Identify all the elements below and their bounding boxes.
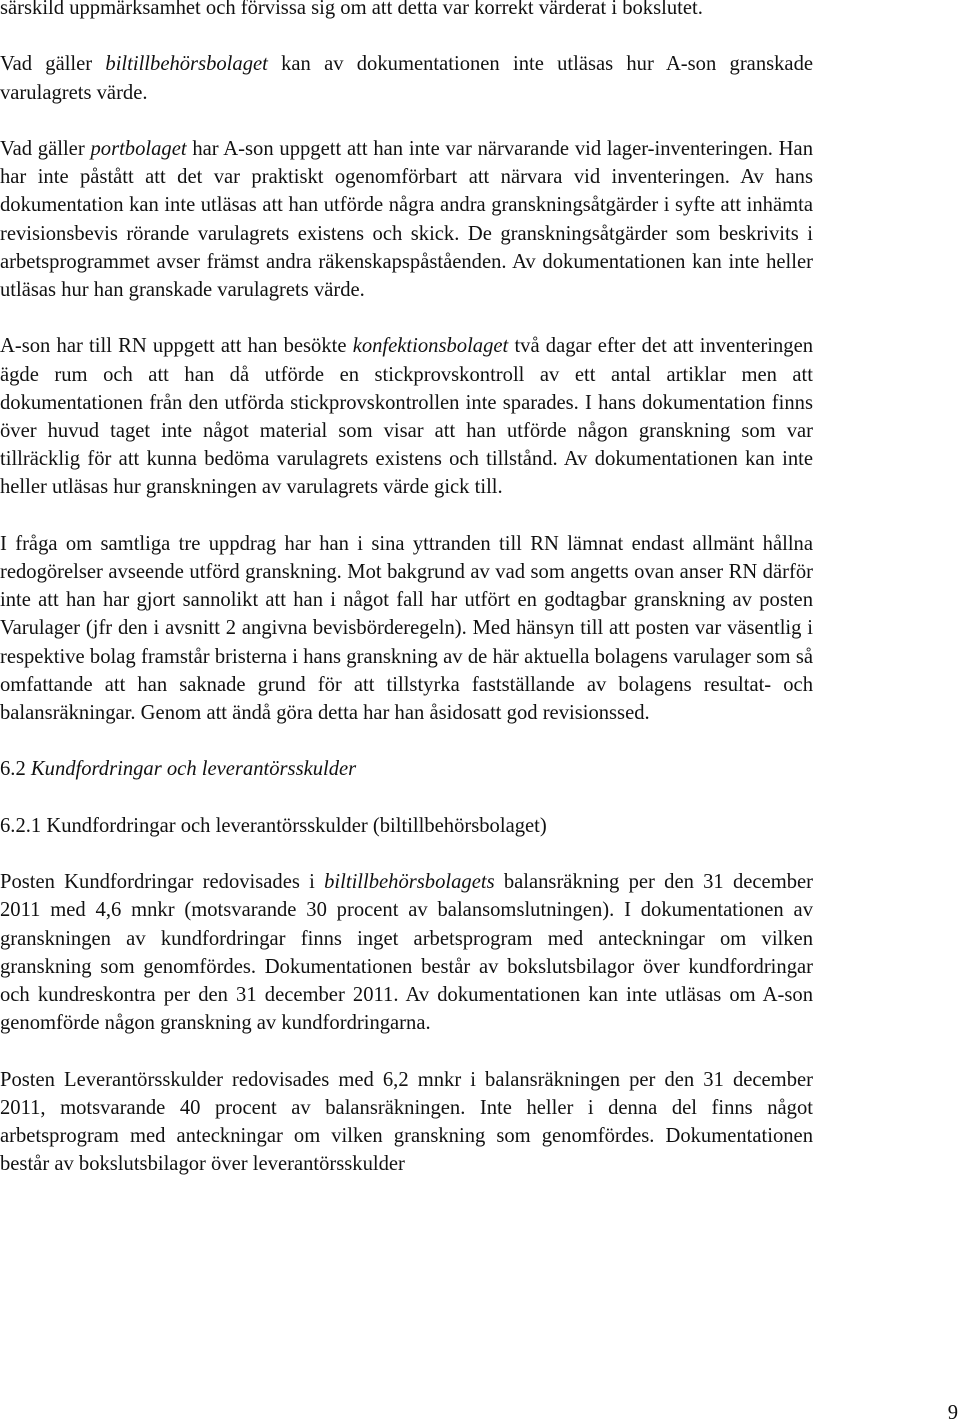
paragraph-text: två dagar efter det att inventeringen ägde rum och att han då utförde en stickprovskontroll av ett antal artiklar men att dokumentationen från den utförda stickprovskontrollen inte sparades. I hans dokumentation finns över huvud taget inte något material som visar att han utförde någon granskning som var tillräcklig för att kunna bedöma varulagrets existens och tillstånd. Av dokumentationen kan inte heller utläsas hur granskningen av varulagrets värde gick till.: [0, 335, 813, 499]
paragraph-text: Vad gäller: [0, 53, 106, 76]
paragraph-text: har A-son uppgett att han inte var närvarande vid lager-inventeringen. Han har inte påstått att det var praktiskt ogenomförbart att närvara vid inventeringen. Av hans dokumentation kan inte utläsas att han utförde några andra granskningsåtgärder i syfte att inhämta revisionsbevis rörande varulagrets existens och skick. De granskningsåtgärder som beskrivits i arbetsprogrammet avser främst andra räkenskapspåståenden. Av dokumentationen kan inte heller utläsas hur han granskade varulagrets värde.: [0, 137, 813, 301]
paragraph-text: Posten Leverantörsskulder redovisades med 6,2 mnkr i balansräkningen per den 31 december 2011, motsvarande 40 procent av balansräkningen. Inte heller i denna del finns något arbetsprogram med anteckningar om vilken granskning som genomfördes. Dokumentationen består av bokslutsbilagor över leverantörsskulder: [0, 1068, 813, 1176]
paragraph-text: I fråga om samtliga tre uppdrag har han i sina yttranden till RN lämnat endast allmänt hållna redogörelser avseende utförd granskning. Mot bakgrund av vad som angetts ovan anser RN därför inte att han har gjort sannolikt att han i något fall har utfört en godtagbar granskning av posten Varulager (jfr den i avsnitt 2 angivna bevisbörderegeln). Med hänsyn till att posten var väsentlig i respektive bolag framstår bristerna i hans granskning av de här aktuella bolagens varulager som så omfattande att han saknade grund för att tillstyrka fastställande av bolagens resultat- och balansräkningar. Genom att ändå göra detta har han åsidosatt god revisionssed.: [0, 532, 813, 725]
paragraph-portbolaget: [0, 135, 813, 304]
section-heading-6-2: [0, 755, 813, 783]
company-name: biltillbehörsbolagets: [324, 871, 495, 894]
paragraph-text: balansräkning per den 31 december 2011 med 4,6 mnkr (motsvarande 30 procent av balansomslutningen). I dokumentationen av granskningen av kundfordringar finns inget arbetsprogram med anteckningar om vilken granskning som genomfördes. Dokumentationen består av bokslutsbilagor över kundfordringar och kundreskontra per den 31 december 2011. Av dokumentationen kan inte utläsas om A-son genomförde någon granskning av kundfordringarna.: [0, 871, 814, 1035]
paragraph-conclusion: [0, 530, 813, 727]
paragraph-konfektionsbolaget: [0, 332, 813, 501]
paragraph-kundfordringar: [0, 868, 813, 1037]
subsection-heading-6-2-1: [0, 812, 813, 840]
paragraph-text: Vad gäller: [0, 137, 91, 160]
company-name: konfektionsbolaget: [352, 335, 509, 358]
section-title: Kundfordringar och leverantörsskulder: [30, 758, 357, 781]
paragraph-text: A-son har till RN uppgett att han besökte: [0, 335, 353, 358]
company-name: biltillbehörsbolaget: [105, 53, 268, 76]
paragraph-valuation-note: [0, 0, 813, 22]
paragraph-biltillbehor: [0, 50, 813, 106]
paragraph-text: kan av dokumentationen inte utläsas hur A-son granskade varulagrets värde.: [0, 53, 814, 104]
subsection-title: 6.2.1 Kundfordringar och leverantörsskulder (biltillbehörsbolaget): [0, 814, 547, 837]
page-number: 9: [947, 1402, 958, 1424]
section-number: 6.2: [0, 758, 26, 781]
paragraph-text: särskild uppmärksamhet och förvissa sig om att detta var korrekt värderat i bokslutet.: [0, 0, 703, 19]
company-name: portbolaget: [90, 137, 187, 160]
paragraph-text: Posten Kundfordringar redovisades i: [0, 871, 325, 894]
paragraph-leverantorsskulder: [0, 1066, 813, 1179]
